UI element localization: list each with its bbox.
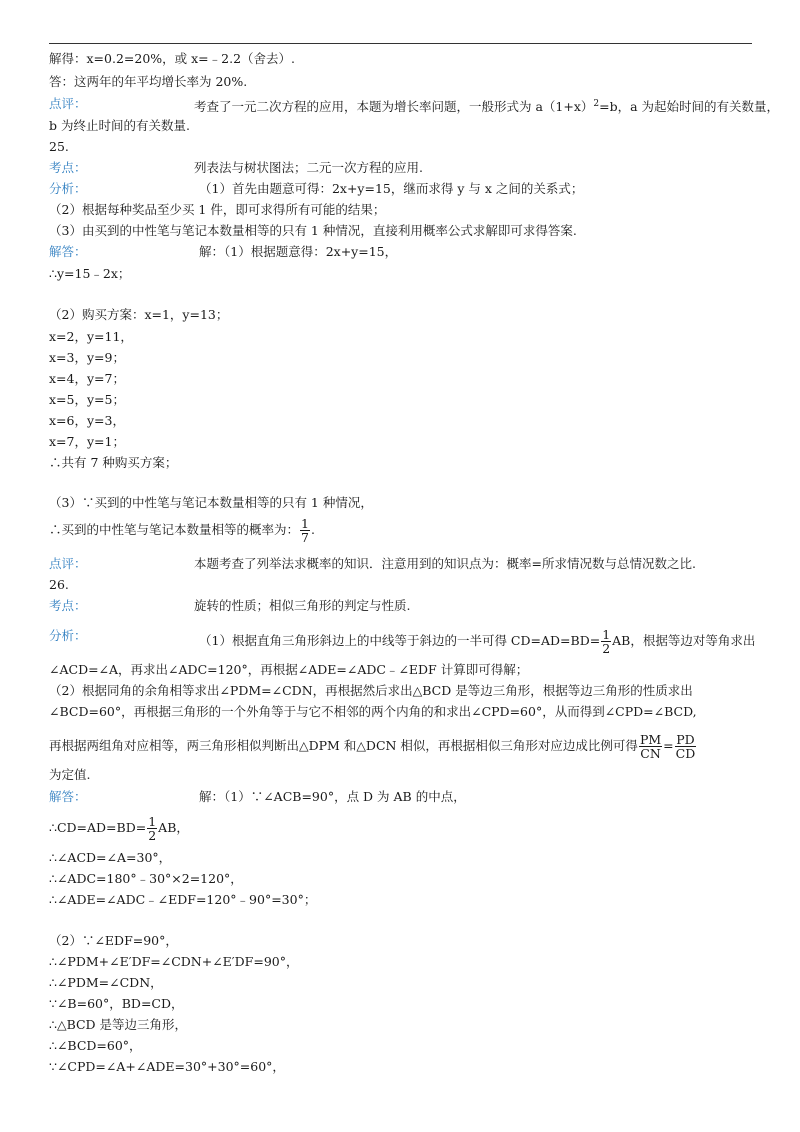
analysis-text: （1）根据直角三角形斜边上的中线等于斜边的一半可得 CD=AD=BD= $\frac{1}{2}$ AB，根据等边对等角求出 <box>199 627 756 656</box>
analysis-line <box>49 627 756 656</box>
text-line: b 为终止时间的有关数量. <box>49 118 190 133</box>
text-line: ∠BCD=60°，再根据三角形的一个外角等于与它不相邻的两个内角的和求出∠CPD=60°，从而得到∠CPD=∠BCD, <box>49 704 697 719</box>
text-line: （3）∵买到的中性笔与笔记本数量相等的只有 1 种情况， <box>49 495 373 510</box>
topic-line <box>49 160 752 176</box>
question-number: 25. <box>49 139 69 154</box>
text-line: （2）根据每种奖品至少买 1 件，即可求得所有可能的结果； <box>49 202 386 217</box>
text-line: ∴△BCD 是等边三角形， <box>49 1017 188 1032</box>
text-line: ∴∠BCD=60°， <box>49 1038 142 1053</box>
text-line: ∵∠B=60°，BD=CD， <box>49 996 184 1011</box>
text-line: ∴∠PDM+∠E′DF=∠CDN+∠E′DF=90°， <box>49 954 299 969</box>
solution-label: 解答： <box>49 244 87 259</box>
text-line: ∴共有 7 种购买方案； <box>49 455 178 470</box>
topic-line <box>49 598 752 614</box>
topic-text: 列表法与树状图法；二元一次方程的应用. <box>194 160 423 175</box>
text-line: 为定值. <box>49 767 91 782</box>
solution-text: 解：（1）根据题意得：2x+y=15， <box>199 244 398 259</box>
text-line: 答：这两年的年平均增长率为 20%. <box>49 74 248 89</box>
text-line: ∴∠ADE=∠ADC﹣∠EDF=120°﹣90°=30°； <box>49 892 317 907</box>
text-line: x=2，y=11， <box>49 329 133 344</box>
fraction: $\frac{PM}{CN}$ <box>639 732 662 761</box>
question-number: 26. <box>49 577 69 592</box>
text-line: ∴∠ADC=180°﹣30°×2=120°， <box>49 871 243 886</box>
analysis-label: 分析： <box>49 628 87 643</box>
top-rule <box>49 43 752 44</box>
midpoint-line: ∴CD=AD=BD= $\frac{1}{2}$ AB， <box>49 814 189 843</box>
text-line: （3）由买到的中性笔与笔记本数量相等的只有 1 种情况，直接利用概率公式求解即可求得答案. <box>49 223 577 238</box>
topic-text: 旋转的性质；相似三角形的判定与性质. <box>194 598 411 613</box>
comment-label: 点评： <box>49 556 87 571</box>
text-line: ∠ACD=∠A，再求出∠ADC=120°，再根据∠ADE=∠ADC﹣∠EDF 计算即可得解； <box>49 662 529 677</box>
topic-label: 考点： <box>49 598 87 613</box>
probability-line: ∴买到的中性笔与笔记本数量相等的概率为： $\frac{1}{7}$ . <box>49 516 315 545</box>
solution-label: 解答： <box>49 789 87 804</box>
fraction: $\frac{1}{2}$ <box>148 814 157 843</box>
comment-line <box>49 96 780 115</box>
text-line: ∴∠PDM=∠CDN， <box>49 975 163 990</box>
solution-text: 解：（1）∵∠ACB=90°，点 D 为 AB 的中点， <box>199 789 466 804</box>
text-line: x=6，y=3， <box>49 413 125 428</box>
text-line: （2）根据同角的余角相等求出∠PDM=∠CDN，再根据然后求出△BCD 是等边三角形，根据等边三角形的性质求出 <box>49 683 693 698</box>
solution-line <box>49 244 752 260</box>
analysis-label: 分析： <box>49 181 87 196</box>
text-line: ∴∠ACD=∠A=30°， <box>49 850 172 865</box>
comment-label: 点评： <box>49 96 87 111</box>
text-line: 解得：x=0.2=20%，或 x=﹣2.2（舍去）. <box>49 51 296 66</box>
analysis-line <box>49 181 752 197</box>
text-line: ∴y=15﹣2x； <box>49 266 131 281</box>
text-line: x=3，y=9； <box>49 350 125 365</box>
analysis-text: （1）首先由题意可得：2x+y=15，继而求得 y 与 x 之间的关系式； <box>199 181 584 196</box>
fraction: $\frac{1}{7}$ <box>301 516 309 545</box>
fraction: $\frac{PD}{CD}$ <box>675 732 696 761</box>
text-line: x=4，y=7； <box>49 371 125 386</box>
topic-label: 考点： <box>49 160 87 175</box>
text-line: x=5，y=5； <box>49 392 125 407</box>
comment-text: 考查了一元二次方程的应用，本题为增长率问题，一般形式为 $a(1+x)^2=b$，a 为起始时间的有关数量， <box>194 99 780 115</box>
comment-text: 本题考查了列举法求概率的知识．注意用到的知识点为：概率=所求情况数与总情况数之比. <box>194 556 696 571</box>
ratio-line: 再根据两组角对应相等，两三角形相似判断出△DPM 和△DCN 相似，再根据相似三角形对应边成比例可得 $\frac{PM}{CN}$ = $\frac{PD}{CD}$ <box>49 732 696 761</box>
comment-line <box>49 556 752 572</box>
fraction: $\frac{1}{2}$ <box>602 627 611 656</box>
text-line: （2）购买方案：x=1，y=13； <box>49 307 229 322</box>
text-line: x=7，y=1； <box>49 434 125 449</box>
solution-line <box>49 789 752 805</box>
text-line: （2）∵∠EDF=90°， <box>49 933 178 948</box>
text-line: ∵∠CPD=∠A+∠ADE=30°+30°=60°， <box>49 1059 285 1074</box>
